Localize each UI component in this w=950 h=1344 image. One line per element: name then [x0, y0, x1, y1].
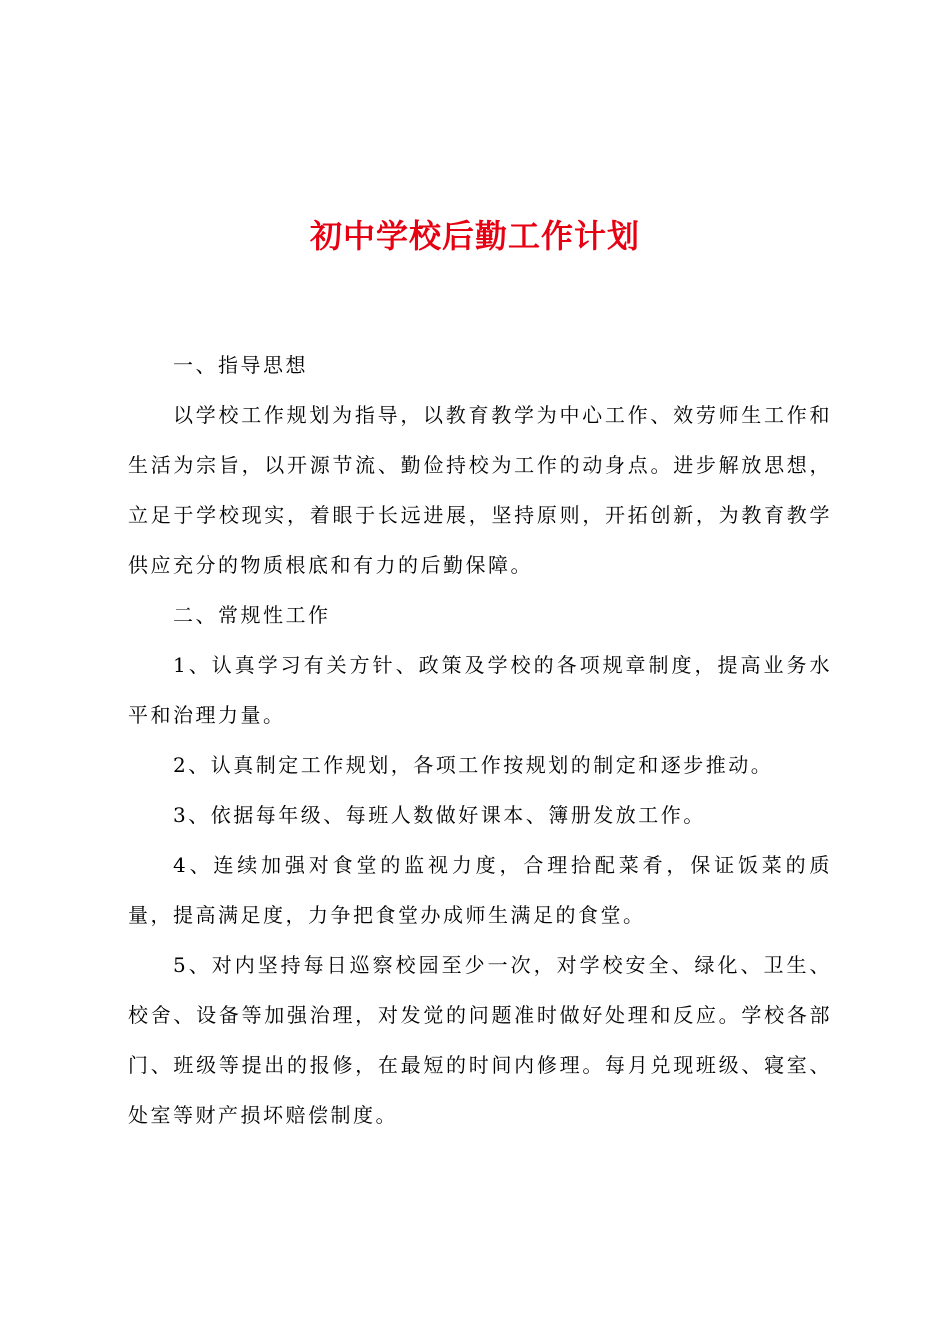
list-item-1: 1、认真学习有关方针、政策及学校的各项规章制度，提高业务水平和治理力量。 [128, 653, 832, 727]
document-title: 初中学校后勤工作计划 [309, 217, 640, 255]
list-item-4: 4、连续加强对食堂的监视力度，合理拾配菜肴，保证饭菜的质量，提高满足度，力争把食堂办成师生满足的食堂。 [128, 853, 832, 927]
list-item-5: 5、对内坚持每日巡察校园至少一次，对学校安全、绿化、卫生、校舍、设备等加强治理，对发觉的问题准时做好处理和反应。学校各部门、班级等提出的报修，在最短的时间内修理。每月兑现班级、寝室、处室等财产损坏赔偿制度。 [128, 953, 832, 1127]
section-heading-routine-work: 二、常规性工作 [173, 603, 331, 627]
list-item-2: 2、认真制定工作规划，各项工作按规划的制定和逐步推动。 [173, 753, 774, 777]
section-heading-guiding-ideology: 一、指导思想 [173, 353, 308, 377]
paragraph-guiding-ideology: 以学校工作规划为指导，以教育教学为中心工作、效劳师生工作和生活为宗旨，以开源节流、勤俭持校为工作的动身点。进步解放思想，立足于学校现实，着眼于长远进展，坚持原则，开拓创新，为教育教学供应充分的物质根底和有力的后勤保障。 [128, 403, 832, 577]
document-body [128, 340, 832, 1140]
list-item-3: 3、依据每年级、每班人数做好课本、簿册发放工作。 [173, 803, 706, 827]
